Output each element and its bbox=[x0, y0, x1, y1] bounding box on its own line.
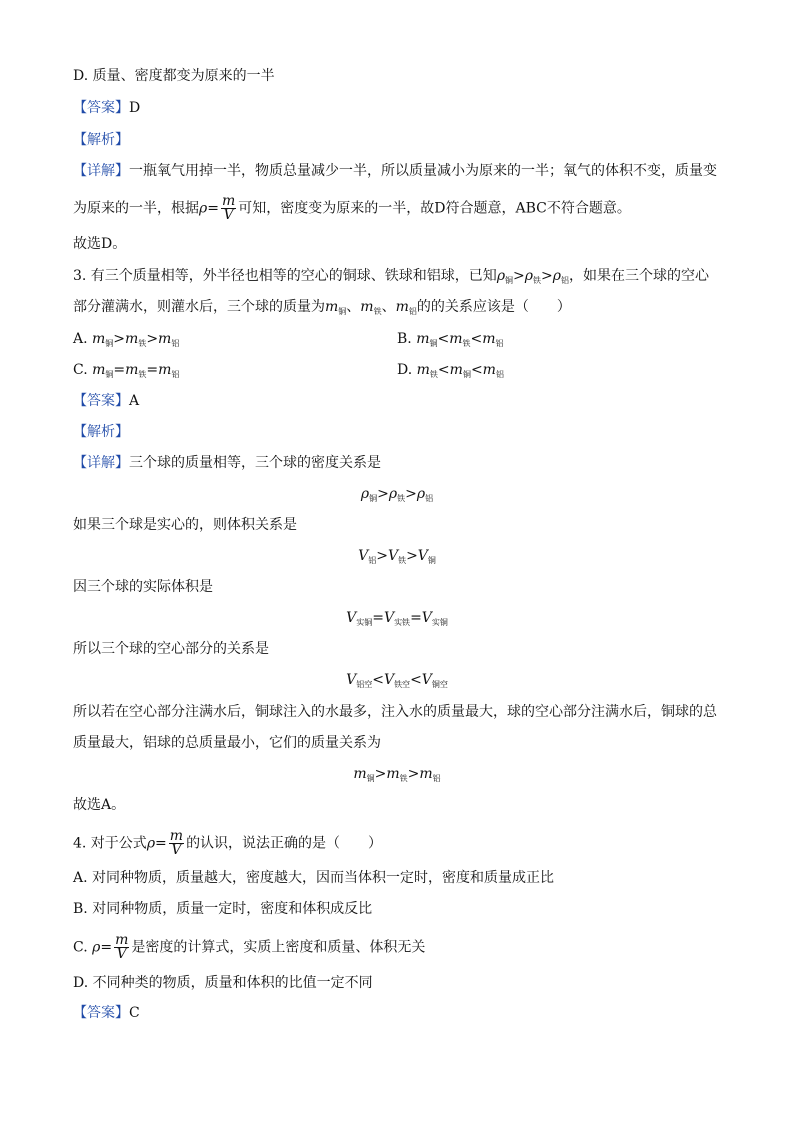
m-symbol: m bbox=[449, 362, 463, 378]
subscript: 铜 bbox=[505, 276, 514, 285]
option-letter: C. bbox=[73, 939, 88, 956]
v-symbol: V bbox=[387, 548, 399, 564]
lt-sign: < bbox=[437, 331, 450, 347]
lt-sign: < bbox=[410, 672, 422, 688]
m-symbol: m bbox=[92, 331, 106, 347]
detail-tag: 【详解】 bbox=[73, 163, 129, 179]
m-symbol: m bbox=[449, 331, 463, 347]
subscript: 铝 bbox=[425, 494, 434, 503]
stem-text: ，如果在三个球的空心 bbox=[568, 268, 709, 284]
analysis-tag: 【解析】 bbox=[73, 132, 129, 148]
detail-text: 一瓶氧气用掉一半，物质总量减少一半，所以质量减小为原来的一半；氧气的体积不变，质量变 bbox=[129, 163, 717, 179]
equation-mass-order bbox=[0, 764, 794, 789]
stem-text: 部分灌满水，则灌水后，三个球的质量为 bbox=[73, 299, 325, 315]
density-fraction bbox=[221, 195, 236, 222]
q2-analysis-tag bbox=[73, 130, 129, 150]
gt-sign: > bbox=[541, 268, 553, 284]
subscript: 铝 bbox=[495, 370, 504, 379]
subscript: 铜 bbox=[105, 370, 114, 379]
q2-conclusion: 故选D。 bbox=[73, 236, 127, 252]
rho-symbol: ρ bbox=[496, 268, 506, 284]
subscript: 实铁 bbox=[394, 618, 411, 627]
subscript: 铜 bbox=[366, 774, 375, 783]
separator: 、 bbox=[346, 299, 361, 315]
fraction-numerator: m bbox=[169, 828, 184, 844]
gt-sign: > bbox=[113, 331, 126, 347]
gt-sign: > bbox=[377, 486, 389, 502]
q3-option-d bbox=[397, 360, 504, 385]
gt-sign: > bbox=[146, 331, 159, 347]
q3-text-fill-line-2: 质量最大，铝球的总质量最小，它们的质量关系为 bbox=[73, 735, 381, 751]
q3-option-b bbox=[397, 329, 504, 354]
subscript: 铝 bbox=[171, 339, 180, 348]
lt-sign: < bbox=[372, 672, 384, 688]
fraction-denominator: V bbox=[171, 842, 182, 858]
equals-sign: = bbox=[372, 610, 384, 626]
subscript: 铜 bbox=[429, 339, 438, 348]
m-symbol: m bbox=[416, 331, 430, 347]
q3-answer bbox=[73, 391, 139, 411]
option-letter: D. bbox=[397, 362, 413, 378]
m-symbol: m bbox=[158, 331, 172, 347]
detail-text: 为原来的一半，根据 bbox=[73, 200, 199, 217]
equation-density-order bbox=[0, 484, 794, 509]
detail-text: 可知，密度变为原来的一半，故D符合题意，ABC不符合题意。 bbox=[238, 200, 631, 217]
subscript: 铝空 bbox=[356, 680, 373, 689]
m-symbol: m bbox=[395, 299, 409, 315]
lt-sign: < bbox=[470, 331, 483, 347]
q3-detail-line-1 bbox=[73, 453, 381, 473]
fraction-denominator: V bbox=[223, 207, 234, 223]
density-fraction bbox=[169, 830, 184, 857]
equals-sign: = bbox=[410, 610, 422, 626]
q2-detail-line-2 bbox=[73, 195, 631, 222]
rho-symbol: ρ bbox=[524, 268, 534, 284]
detail-text: 三个球的质量相等，三个球的密度关系是 bbox=[129, 455, 381, 471]
m-symbol: m bbox=[125, 362, 139, 378]
answer-tag: 【答案】 bbox=[73, 1005, 129, 1021]
subscript: 铁 bbox=[373, 307, 382, 316]
q2-answer bbox=[73, 98, 140, 118]
gt-sign: > bbox=[407, 766, 420, 782]
fraction-denominator: V bbox=[116, 946, 127, 962]
q3-stem-line-2 bbox=[73, 297, 571, 322]
rho-symbol: ρ bbox=[552, 268, 561, 284]
equals-sign: = bbox=[100, 939, 113, 956]
rho-symbol: ρ bbox=[360, 486, 370, 502]
fraction-numerator: m bbox=[221, 193, 236, 209]
gt-sign: > bbox=[376, 548, 388, 564]
rho-symbol: ρ bbox=[388, 486, 398, 502]
subscript: 铝 bbox=[432, 774, 441, 783]
stem-text: 的认识，说法正确的是（ ） bbox=[186, 835, 383, 852]
answer-value: C bbox=[129, 1005, 140, 1021]
equation-actual-volume bbox=[0, 608, 794, 633]
q2-option-d: D. 质量、密度都变为原来的一半 bbox=[73, 68, 275, 84]
subscript: 铁 bbox=[138, 370, 147, 379]
q4-answer bbox=[73, 1003, 140, 1023]
option-letter: C. bbox=[73, 362, 88, 378]
stem-text: 4. 对于公式 bbox=[73, 835, 147, 852]
q3-stem-line-1 bbox=[73, 266, 709, 291]
m-symbol: m bbox=[416, 362, 430, 378]
q4-stem bbox=[73, 830, 382, 857]
separator: 、 bbox=[381, 299, 396, 315]
subscript: 铁 bbox=[533, 276, 542, 285]
q3-text-hollow: 所以三个球的空心部分的关系是 bbox=[73, 641, 269, 657]
q4-option-b: B. 对同种物质，质量一定时，密度和体积成反比 bbox=[73, 901, 373, 917]
subscript: 实铜 bbox=[356, 618, 373, 627]
equation-volume-order bbox=[0, 546, 794, 571]
subscript: 铜 bbox=[369, 494, 378, 503]
subscript: 铝 bbox=[171, 370, 180, 379]
subscript: 实铜 bbox=[431, 618, 448, 627]
subscript: 铁 bbox=[398, 556, 407, 565]
option-text: 是密度的计算式，实质上密度和质量、体积无关 bbox=[131, 939, 426, 956]
m-symbol: m bbox=[125, 331, 139, 347]
equation-hollow-volume bbox=[0, 670, 794, 695]
q4-option-d: D. 不同种类的物质，质量和体积的比值一定不同 bbox=[73, 975, 373, 991]
density-fraction bbox=[114, 934, 129, 961]
m-symbol: m bbox=[353, 766, 367, 782]
q3-options-row-1 bbox=[73, 329, 179, 354]
m-symbol: m bbox=[482, 362, 496, 378]
gt-sign: > bbox=[374, 766, 387, 782]
fraction-numerator: m bbox=[115, 932, 129, 948]
equals-sign: = bbox=[155, 835, 167, 852]
q3-conclusion: 故选A。 bbox=[73, 797, 126, 813]
m-symbol: m bbox=[360, 299, 374, 315]
v-symbol: V bbox=[417, 548, 428, 564]
stem-text: 3. 有三个质量相等，外半径也相等的空心的铜球、铁球和铝球，已知 bbox=[73, 268, 497, 284]
v-symbol: V bbox=[421, 672, 432, 688]
v-symbol: V bbox=[383, 610, 395, 626]
rho-symbol: ρ bbox=[416, 486, 426, 502]
v-symbol: V bbox=[358, 548, 369, 564]
m-symbol: m bbox=[482, 331, 496, 347]
lt-sign: < bbox=[437, 362, 450, 378]
subscript: 铜 bbox=[427, 556, 436, 565]
q3-analysis-tag bbox=[73, 422, 129, 442]
q3-option-a bbox=[73, 331, 179, 347]
subscript: 铁 bbox=[399, 774, 408, 783]
detail-tag: 【详解】 bbox=[73, 455, 129, 471]
q2-detail-line-1 bbox=[73, 161, 717, 181]
q3-option-c bbox=[73, 360, 179, 385]
subscript: 铜 bbox=[338, 307, 347, 316]
equals-sign: = bbox=[207, 200, 219, 217]
subscript: 铜 bbox=[462, 370, 471, 379]
m-symbol: m bbox=[158, 362, 172, 378]
m-symbol: m bbox=[92, 362, 106, 378]
q3-text-fill-line-1: 所以若在空心部分注满水后，铜球注入的水最多，注入水的质量最大，球的空心部分注满水后，铜球的总 bbox=[73, 704, 717, 720]
rho-symbol: ρ bbox=[92, 939, 101, 956]
q4-option-a: A. 对同种物质，质量越大，密度越大，因而当体积一定时，密度和质量成正比 bbox=[73, 870, 555, 886]
q3-text-actual: 因三个球的实际体积是 bbox=[73, 579, 213, 595]
q4-option-c bbox=[73, 934, 425, 961]
m-symbol: m bbox=[325, 299, 339, 315]
analysis-tag: 【解析】 bbox=[73, 424, 129, 440]
subscript: 铁空 bbox=[394, 680, 411, 689]
gt-sign: > bbox=[405, 486, 417, 502]
subscript: 铁 bbox=[462, 339, 471, 348]
m-symbol: m bbox=[386, 766, 400, 782]
subscript: 铝 bbox=[368, 556, 377, 565]
answer-value: D bbox=[129, 100, 141, 116]
subscript: 铜空 bbox=[431, 680, 448, 689]
q3-text-solid: 如果三个球是实心的，则体积关系是 bbox=[73, 517, 297, 533]
subscript: 铁 bbox=[397, 494, 406, 503]
m-symbol: m bbox=[419, 766, 433, 782]
subscript: 铁 bbox=[138, 339, 147, 348]
subscript: 铁 bbox=[429, 370, 438, 379]
gt-sign: > bbox=[513, 268, 525, 284]
subscript: 铝 bbox=[560, 276, 569, 285]
stem-text: 的的关系应该是（ ） bbox=[416, 299, 571, 315]
rho-symbol: ρ bbox=[146, 835, 156, 852]
subscript: 铜 bbox=[105, 339, 114, 348]
subscript: 铝 bbox=[408, 307, 417, 316]
equals-sign: = bbox=[113, 362, 126, 378]
rho-symbol: ρ bbox=[199, 200, 208, 217]
answer-value: A bbox=[129, 393, 140, 409]
lt-sign: < bbox=[470, 362, 483, 378]
equals-sign: = bbox=[146, 362, 159, 378]
subscript: 铝 bbox=[495, 339, 504, 348]
v-symbol: V bbox=[346, 672, 357, 688]
gt-sign: > bbox=[406, 548, 418, 564]
v-symbol: V bbox=[346, 610, 357, 626]
answer-tag: 【答案】 bbox=[73, 393, 129, 409]
v-symbol: V bbox=[421, 610, 432, 626]
option-letter: B. bbox=[397, 331, 412, 347]
option-letter: A. bbox=[73, 331, 88, 347]
v-symbol: V bbox=[383, 672, 395, 688]
answer-tag: 【答案】 bbox=[73, 100, 129, 116]
